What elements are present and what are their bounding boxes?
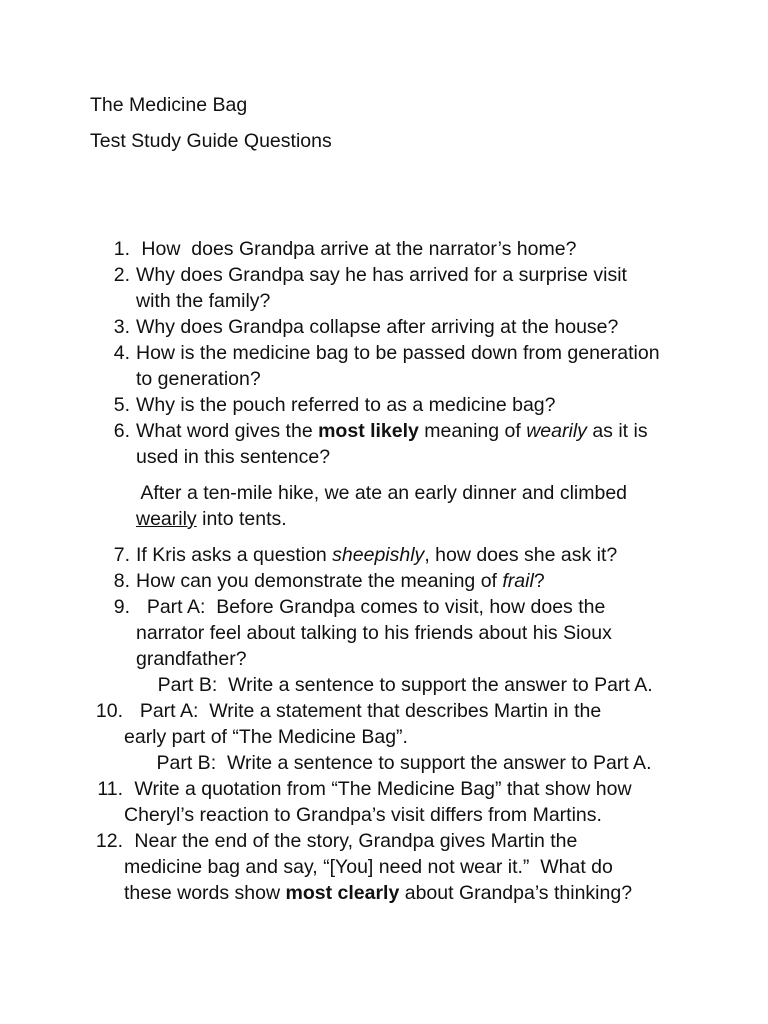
question-line: Part B: Write a sentence to support the answer to Part A. — [124, 752, 652, 774]
question-line: Why is the pouch referred to as a medicine bag? — [136, 394, 556, 416]
question-line: If Kris asks a question sheepishly, how does she ask it? — [136, 544, 618, 566]
question-line: Part A: Before Grandpa comes to visit, how does the — [136, 596, 606, 618]
question-number: 9. — [113, 596, 130, 618]
question-number: 8. — [113, 570, 130, 592]
question-line: Why does Grandpa collapse after arriving at the house? — [136, 316, 619, 338]
question-line: narrator feel about talking to his friends about his Sioux — [136, 622, 612, 644]
question-line: medicine bag and say, “[You] need not wear it.” What do — [124, 856, 613, 878]
question-line: Why does Grandpa say he has arrived for a surprise visit — [136, 264, 627, 286]
question-line: grandfather? — [136, 648, 247, 670]
question-line: Write a quotation from “The Medicine Bag” that show how — [129, 778, 632, 800]
question-line: Cheryl’s reaction to Grandpa’s visit differs from Martins. — [124, 804, 602, 826]
question-line: early part of “The Medicine Bag”. — [124, 726, 408, 748]
example-sentence-line: wearily into tents. — [136, 508, 287, 530]
question-number: 1. — [113, 238, 130, 260]
question-number: 7. — [113, 544, 130, 566]
question-line: used in this sentence? — [136, 446, 331, 468]
question-line: Part B: Write a sentence to support the answer to Part A. — [136, 674, 653, 696]
question-number: 6. — [113, 420, 130, 442]
question-line: Part A: Write a statement that describes Martin in the — [129, 700, 602, 722]
question-line: with the family? — [136, 290, 271, 312]
question-line: How can you demonstrate the meaning of frail? — [136, 570, 545, 592]
question-number: 10. — [95, 700, 123, 722]
question-number: 5. — [113, 394, 130, 416]
question-number: 4. — [113, 342, 130, 364]
question-number: 3. — [113, 316, 130, 338]
question-number: 11. — [97, 778, 123, 800]
question-line: What word gives the most likely meaning of wearily as it is — [136, 420, 648, 442]
document-title: The Medicine Bag — [90, 94, 248, 116]
document-subtitle: Test Study Guide Questions — [90, 130, 332, 152]
question-line: How is the medicine bag to be passed down from generation — [136, 342, 660, 364]
question-line: these words show most clearly about Grandpa’s thinking? — [124, 882, 633, 904]
question-number: 2. — [113, 264, 130, 286]
question-number: 12. — [95, 830, 123, 852]
question-line: to generation? — [136, 368, 261, 390]
example-sentence-line: After a ten-mile hike, we ate an early dinner and climbed — [136, 482, 628, 504]
question-line: Near the end of the story, Grandpa gives Martin the — [129, 830, 578, 852]
question-line: How does Grandpa arrive at the narrator’s home? — [136, 238, 577, 260]
